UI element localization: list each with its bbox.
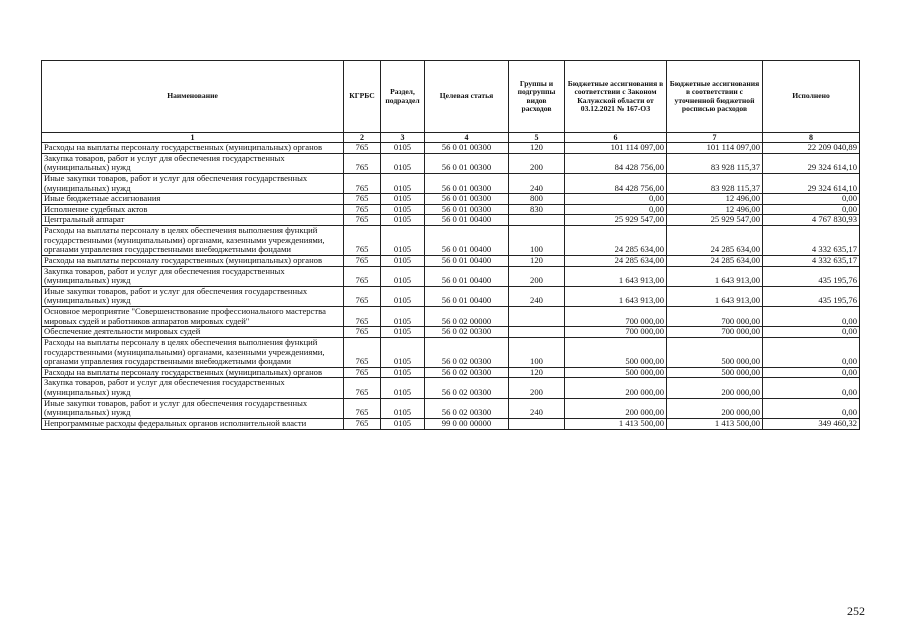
row-section: 0105 (381, 194, 425, 205)
row-target: 56 0 01 00400 (425, 226, 509, 256)
row-law-amount: 1 413 500,00 (565, 418, 667, 429)
row-executed-amount: 29 324 614,10 (763, 173, 860, 193)
table-row (42, 286, 860, 306)
column-number: 3 (381, 133, 425, 143)
row-group: 200 (509, 378, 565, 398)
row-group: 120 (509, 367, 565, 378)
row-executed-amount: 435 195,76 (763, 266, 860, 286)
row-refined-amount: 25 929 547,00 (667, 215, 763, 226)
row-target: 56 0 02 00000 (425, 307, 509, 327)
column-number: 7 (667, 133, 763, 143)
row-kgrbs: 765 (344, 337, 381, 367)
row-target: 56 0 02 00300 (425, 367, 509, 378)
row-name: Иные закупки товаров, работ и услуг для обеспечения государственных (муниципальных) нужд (42, 173, 344, 193)
row-group: 240 (509, 286, 565, 306)
row-kgrbs: 765 (344, 378, 381, 398)
row-name: Иные закупки товаров, работ и услуг для обеспечения государственных (муниципальных) нужд (42, 398, 344, 418)
row-target: 56 0 01 00300 (425, 173, 509, 193)
row-section: 0105 (381, 215, 425, 226)
row-name: Закупка товаров, работ и услуг для обеспечения государственных (муниципальных) нужд (42, 378, 344, 398)
row-target: 99 0 00 00000 (425, 418, 509, 429)
row-kgrbs: 765 (344, 255, 381, 266)
row-law-amount: 25 929 547,00 (565, 215, 667, 226)
row-name: Обеспечение деятельности мировых судей (42, 327, 344, 338)
row-kgrbs: 765 (344, 204, 381, 215)
row-section: 0105 (381, 367, 425, 378)
table-row (42, 398, 860, 418)
row-kgrbs: 765 (344, 398, 381, 418)
row-executed-amount: 0,00 (763, 327, 860, 338)
row-refined-amount: 83 928 115,37 (667, 173, 763, 193)
row-law-amount: 0,00 (565, 194, 667, 205)
row-name: Исполнение судебных актов (42, 204, 344, 215)
row-group: 800 (509, 194, 565, 205)
table-row (42, 226, 860, 256)
row-executed-amount: 22 209 040,89 (763, 143, 860, 154)
row-refined-amount: 101 114 097,00 (667, 143, 763, 154)
row-target: 56 0 01 00300 (425, 143, 509, 154)
row-name: Расходы на выплаты персоналу государственных (муниципальных) органов (42, 143, 344, 154)
row-executed-amount: 0,00 (763, 378, 860, 398)
table-row (42, 337, 860, 367)
row-group (509, 418, 565, 429)
row-refined-amount: 1 643 913,00 (667, 286, 763, 306)
row-kgrbs: 765 (344, 286, 381, 306)
row-target: 56 0 02 00300 (425, 398, 509, 418)
row-section: 0105 (381, 398, 425, 418)
row-target: 56 0 01 00300 (425, 194, 509, 205)
row-kgrbs: 765 (344, 367, 381, 378)
row-section: 0105 (381, 204, 425, 215)
row-executed-amount: 4 332 635,17 (763, 255, 860, 266)
table-row (42, 153, 860, 173)
row-target: 56 0 01 00400 (425, 286, 509, 306)
row-section: 0105 (381, 226, 425, 256)
row-kgrbs: 765 (344, 327, 381, 338)
row-kgrbs: 765 (344, 307, 381, 327)
row-executed-amount: 0,00 (763, 398, 860, 418)
row-group: 830 (509, 204, 565, 215)
row-section: 0105 (381, 378, 425, 398)
table-row (42, 173, 860, 193)
column-header: Наименование (42, 61, 344, 133)
row-kgrbs: 765 (344, 194, 381, 205)
row-group: 200 (509, 153, 565, 173)
row-section: 0105 (381, 337, 425, 367)
row-kgrbs: 765 (344, 143, 381, 154)
budget-execution-table (41, 60, 860, 430)
row-group: 100 (509, 337, 565, 367)
column-header: Бюджетные ассигнования в соответствии с Законом Калужской области от 03.12.2021 № 167-ОЗ (565, 61, 667, 133)
row-refined-amount: 24 285 634,00 (667, 255, 763, 266)
row-law-amount: 101 114 097,00 (565, 143, 667, 154)
row-refined-amount: 24 285 634,00 (667, 226, 763, 256)
row-kgrbs: 765 (344, 173, 381, 193)
row-group: 100 (509, 226, 565, 256)
row-kgrbs: 765 (344, 215, 381, 226)
column-number: 8 (763, 133, 860, 143)
column-number: 1 (42, 133, 344, 143)
column-number-row (42, 133, 860, 143)
row-group: 120 (509, 143, 565, 154)
row-name: Иные бюджетные ассигнования (42, 194, 344, 205)
row-kgrbs: 765 (344, 418, 381, 429)
row-section: 0105 (381, 286, 425, 306)
row-group: 200 (509, 266, 565, 286)
row-name: Закупка товаров, работ и услуг для обеспечения государственных (муниципальных) нужд (42, 153, 344, 173)
row-law-amount: 0,00 (565, 204, 667, 215)
row-target: 56 0 01 00300 (425, 153, 509, 173)
row-kgrbs: 765 (344, 226, 381, 256)
table-row (42, 266, 860, 286)
row-executed-amount: 0,00 (763, 307, 860, 327)
table-row (42, 378, 860, 398)
column-number: 6 (565, 133, 667, 143)
row-target: 56 0 02 00300 (425, 378, 509, 398)
row-refined-amount: 200 000,00 (667, 378, 763, 398)
row-law-amount: 24 285 634,00 (565, 226, 667, 256)
table-row (42, 215, 860, 226)
column-header: Раздел, подраздел (381, 61, 425, 133)
column-number: 4 (425, 133, 509, 143)
column-header: Исполнено (763, 61, 860, 133)
table-row (42, 327, 860, 338)
table-row (42, 143, 860, 154)
row-group (509, 327, 565, 338)
table-row (42, 255, 860, 266)
table-row (42, 418, 860, 429)
row-law-amount: 200 000,00 (565, 378, 667, 398)
row-executed-amount: 4 332 635,17 (763, 226, 860, 256)
row-executed-amount: 0,00 (763, 204, 860, 215)
row-law-amount: 24 285 634,00 (565, 255, 667, 266)
column-header: КГРБС (344, 61, 381, 133)
column-number: 5 (509, 133, 565, 143)
row-refined-amount: 500 000,00 (667, 337, 763, 367)
row-name: Расходы на выплаты персоналу в целях обеспечения выполнения функций государственными (муниципальными) органами, казенными учреждениями, органами управления государственными внебюджетными фондами (42, 337, 344, 367)
column-number: 2 (344, 133, 381, 143)
table-row (42, 204, 860, 215)
row-target: 56 0 02 00300 (425, 337, 509, 367)
row-law-amount: 84 428 756,00 (565, 153, 667, 173)
row-name: Центральный аппарат (42, 215, 344, 226)
row-section: 0105 (381, 255, 425, 266)
row-target: 56 0 01 00400 (425, 255, 509, 266)
row-law-amount: 1 643 913,00 (565, 266, 667, 286)
column-header: Группы и подгруппы видов расходов (509, 61, 565, 133)
row-executed-amount: 0,00 (763, 194, 860, 205)
table-row (42, 367, 860, 378)
column-header: Целевая статья (425, 61, 509, 133)
row-executed-amount: 349 460,32 (763, 418, 860, 429)
row-section: 0105 (381, 327, 425, 338)
row-refined-amount: 500 000,00 (667, 367, 763, 378)
row-refined-amount: 83 928 115,37 (667, 153, 763, 173)
row-executed-amount: 29 324 614,10 (763, 153, 860, 173)
row-group: 240 (509, 398, 565, 418)
table-row (42, 194, 860, 205)
row-executed-amount: 0,00 (763, 367, 860, 378)
row-target: 56 0 02 00300 (425, 327, 509, 338)
row-group (509, 307, 565, 327)
row-refined-amount: 700 000,00 (667, 307, 763, 327)
row-refined-amount: 12 496,00 (667, 194, 763, 205)
row-name: Закупка товаров, работ и услуг для обеспечения государственных (муниципальных) нужд (42, 266, 344, 286)
row-name: Основное мероприятие "Совершенствование профессионального мастерства мировых судей и работников аппаратов мировых судей" (42, 307, 344, 327)
row-target: 56 0 01 00300 (425, 204, 509, 215)
row-refined-amount: 700 000,00 (667, 327, 763, 338)
row-section: 0105 (381, 173, 425, 193)
row-name: Иные закупки товаров, работ и услуг для обеспечения государственных (муниципальных) нужд (42, 286, 344, 306)
row-section: 0105 (381, 153, 425, 173)
page-number: 252 (847, 604, 865, 618)
row-name: Непрограммные расходы федеральных органов исполнительной власти (42, 418, 344, 429)
row-name: Расходы на выплаты персоналу в целях обеспечения выполнения функций государственными (муниципальными) органами, казенными учреждениями, органами управления государственными внебюджетными фондами (42, 226, 344, 256)
row-group: 240 (509, 173, 565, 193)
row-name: Расходы на выплаты персоналу государственных (муниципальных) органов (42, 367, 344, 378)
row-law-amount: 1 643 913,00 (565, 286, 667, 306)
row-law-amount: 500 000,00 (565, 367, 667, 378)
row-section: 0105 (381, 266, 425, 286)
row-target: 56 0 01 00400 (425, 215, 509, 226)
row-section: 0105 (381, 307, 425, 327)
row-refined-amount: 1 643 913,00 (667, 266, 763, 286)
table-row (42, 307, 860, 327)
row-section: 0105 (381, 143, 425, 154)
row-group (509, 215, 565, 226)
row-law-amount: 500 000,00 (565, 337, 667, 367)
row-kgrbs: 765 (344, 153, 381, 173)
row-law-amount: 700 000,00 (565, 307, 667, 327)
row-law-amount: 200 000,00 (565, 398, 667, 418)
row-refined-amount: 200 000,00 (667, 398, 763, 418)
row-group: 120 (509, 255, 565, 266)
row-section: 0105 (381, 418, 425, 429)
table-header-row (42, 61, 860, 133)
row-law-amount: 84 428 756,00 (565, 173, 667, 193)
row-refined-amount: 12 496,00 (667, 204, 763, 215)
row-refined-amount: 1 413 500,00 (667, 418, 763, 429)
row-kgrbs: 765 (344, 266, 381, 286)
column-header: Бюджетные ассигнования в соответствии с уточненной бюджетной росписью расходов (667, 61, 763, 133)
row-target: 56 0 01 00400 (425, 266, 509, 286)
row-executed-amount: 4 767 830,93 (763, 215, 860, 226)
row-executed-amount: 435 195,76 (763, 286, 860, 306)
row-law-amount: 700 000,00 (565, 327, 667, 338)
row-name: Расходы на выплаты персоналу государственных (муниципальных) органов (42, 255, 344, 266)
row-executed-amount: 0,00 (763, 337, 860, 367)
